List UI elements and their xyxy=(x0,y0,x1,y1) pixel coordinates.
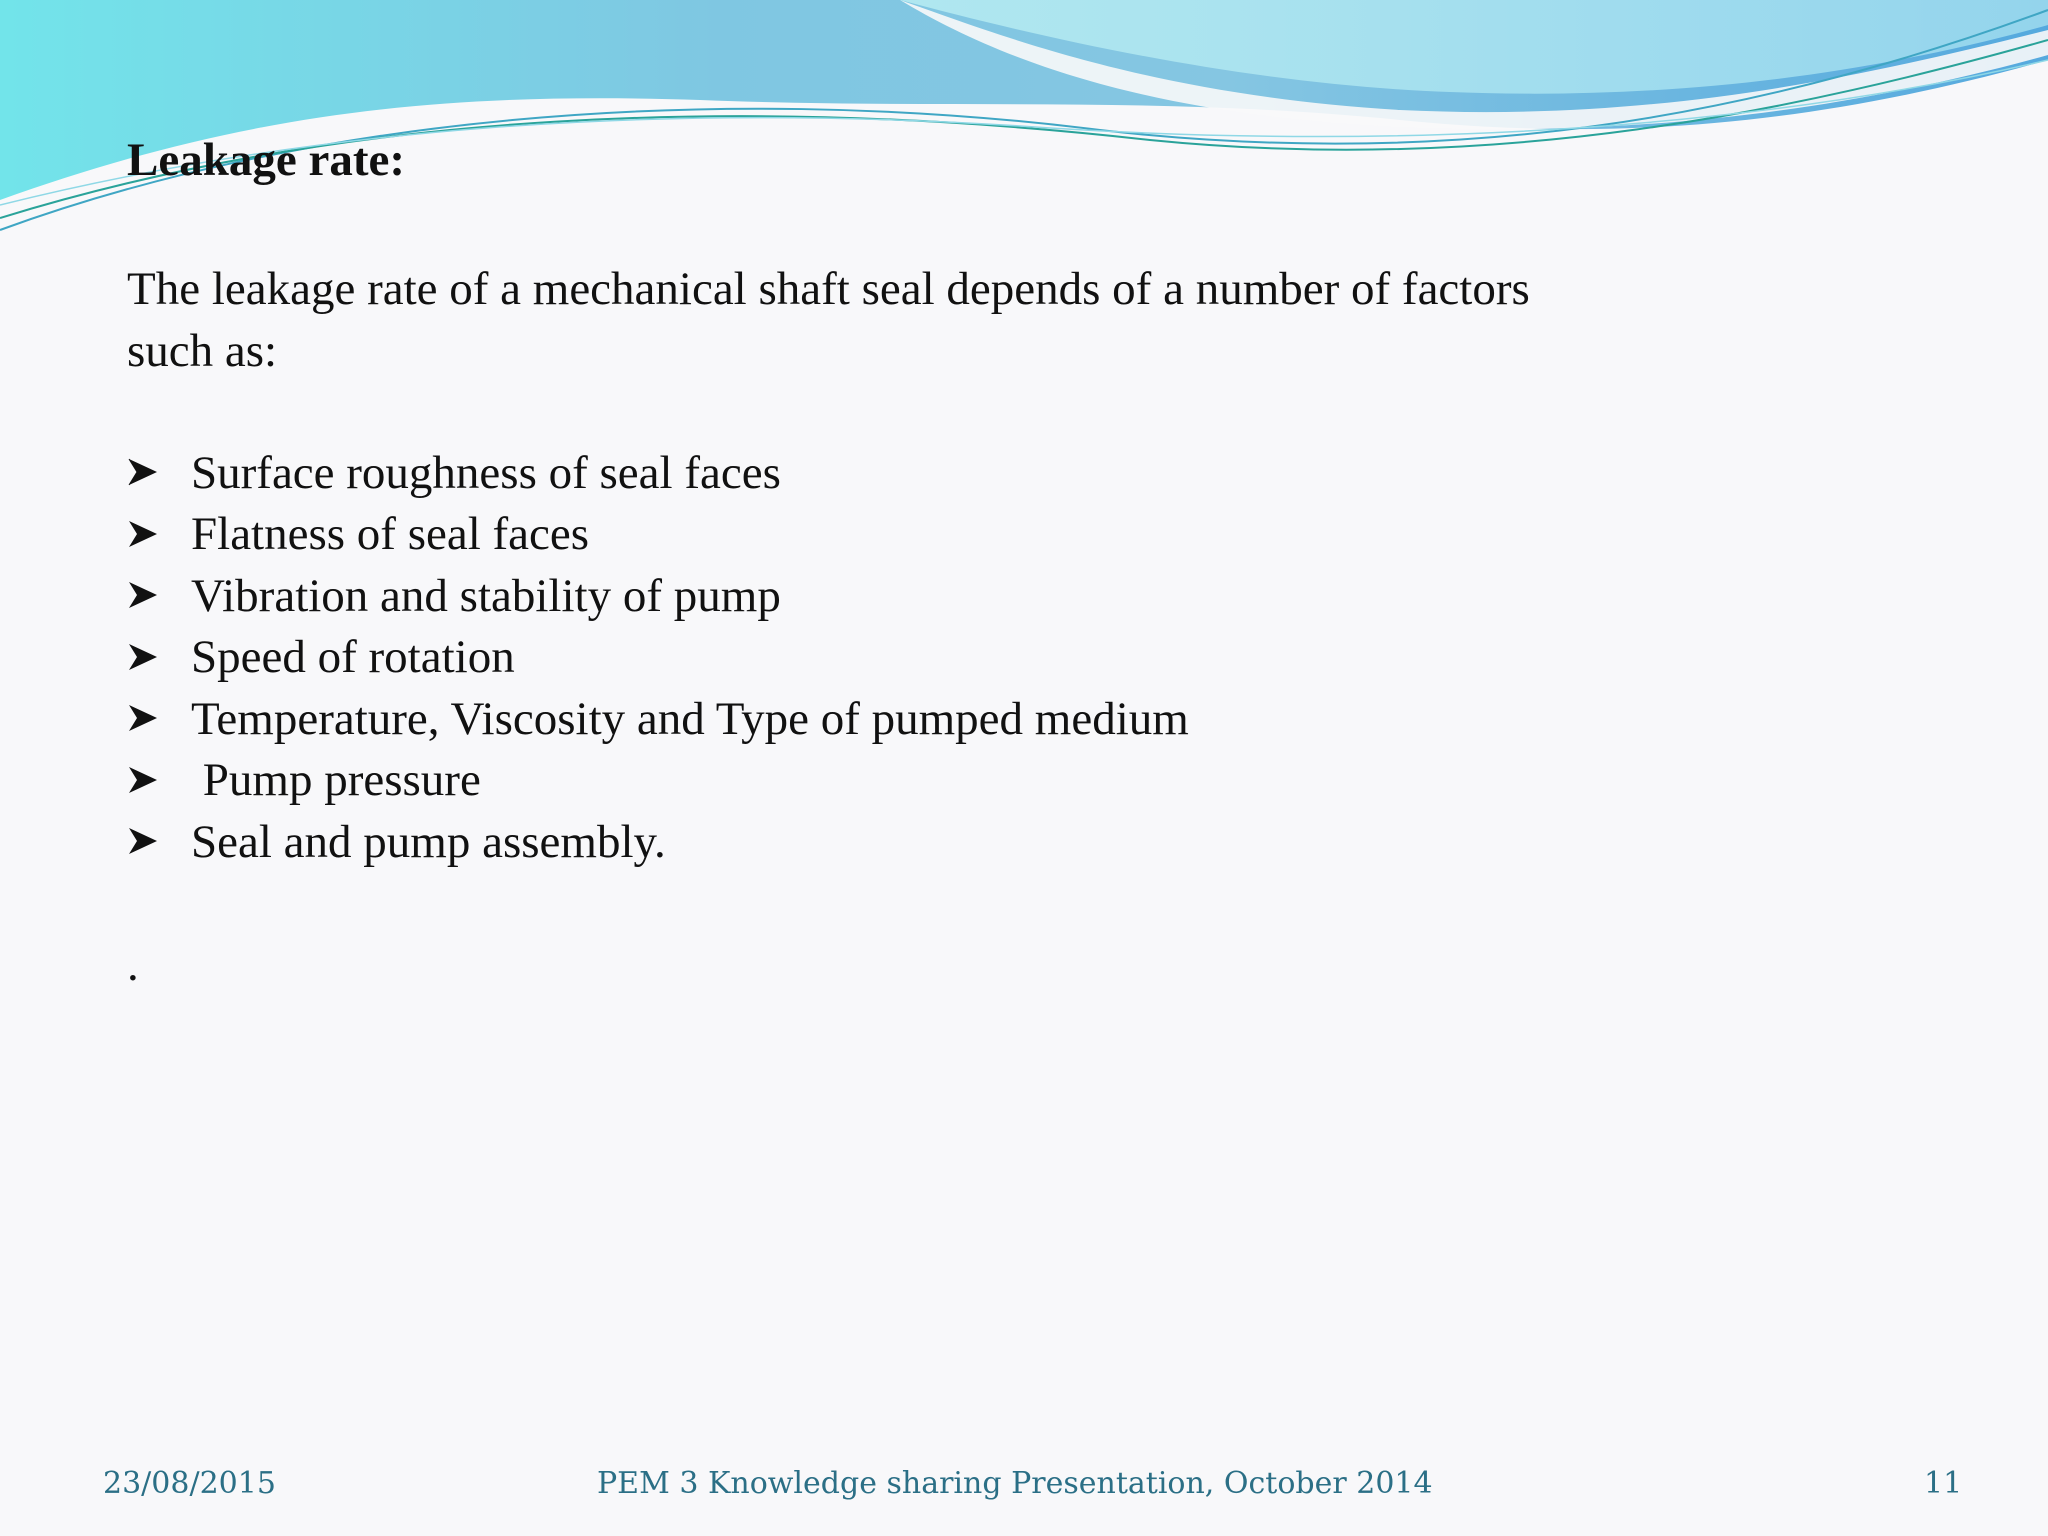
list-item-text: Pump pressure xyxy=(191,754,481,807)
list-item xyxy=(127,688,1189,750)
list-item-text: Flatness of seal faces xyxy=(191,508,590,561)
arrow-bullet-icon xyxy=(127,627,191,688)
page-number: 11 xyxy=(1924,1466,1963,1501)
arrow-bullet-icon xyxy=(127,688,191,749)
list-item-text: Seal and pump assembly. xyxy=(191,815,666,868)
list-item xyxy=(127,750,1189,812)
list-item-text: Surface roughness of seal faces xyxy=(191,446,781,499)
arrow-bullet-icon xyxy=(127,565,191,626)
intro-paragraph: The leakage rate of a mechanical shaft seal depends of a number of factors such as: xyxy=(127,263,1530,377)
list-item xyxy=(127,504,1189,566)
arrow-bullet-icon xyxy=(127,750,191,811)
factor-list xyxy=(127,442,1189,873)
list-item-text: Vibration and stability of pump xyxy=(191,569,781,622)
arrow-bullet-icon xyxy=(127,504,191,565)
list-item-text: Temperature, Viscosity and Type of pumped medium xyxy=(191,692,1189,745)
footer-title: PEM 3 Knowledge sharing Presentation, October 2014 xyxy=(597,1466,1433,1501)
list-item xyxy=(127,442,1189,504)
trailing-text: . xyxy=(127,939,139,991)
list-item xyxy=(127,811,1189,873)
list-item xyxy=(127,627,1189,689)
arrow-bullet-icon xyxy=(127,442,191,503)
footer-date: 23/08/2015 xyxy=(103,1466,276,1501)
list-item xyxy=(127,565,1189,627)
arrow-bullet-icon xyxy=(127,811,191,872)
list-item-text: Speed of rotation xyxy=(191,631,515,684)
header-wave-decoration xyxy=(0,0,2048,240)
slide-title: Leakage rate: xyxy=(127,134,405,186)
